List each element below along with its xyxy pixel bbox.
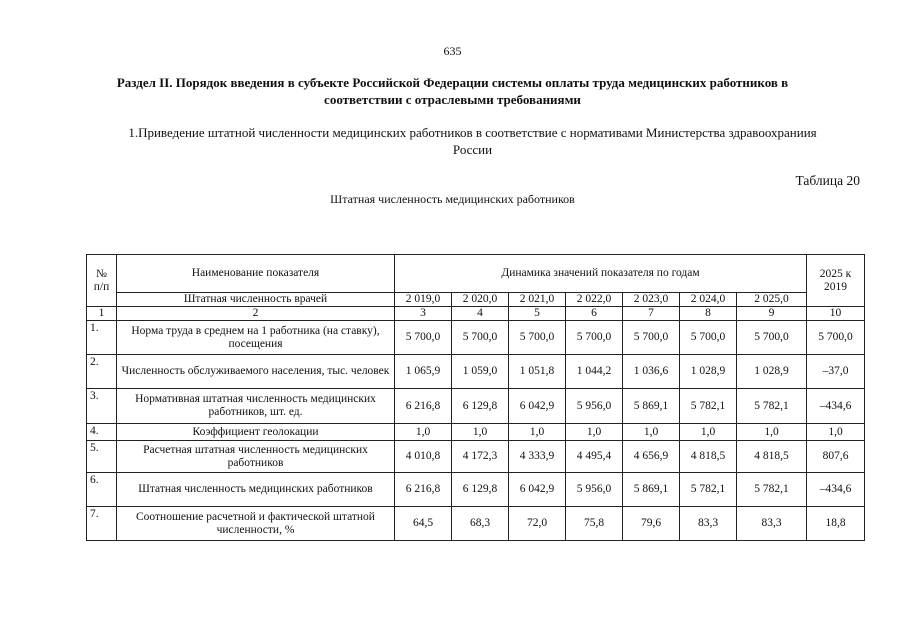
year-value: 1 028,9 [680, 355, 737, 389]
year-value: 5 700,0 [395, 321, 452, 355]
column-number: 2 [117, 307, 395, 321]
indicator-name: Штатная численность медицинских работников [117, 473, 395, 507]
table-row [87, 507, 865, 541]
page-number: 635 [443, 44, 462, 58]
year-cell: 2 022,0 [566, 293, 623, 307]
indicator-name: Нормативная штатная численность медицинских работников, шт. ед. [117, 389, 395, 424]
row-number: 1. [87, 321, 117, 355]
indicator-name: Соотношение расчетной и фактической штатной численности, % [117, 507, 395, 541]
table-row [87, 424, 865, 441]
year-value: 64,5 [395, 507, 452, 541]
year-value: 6 216,8 [395, 389, 452, 424]
row-number: 2. [87, 355, 117, 389]
indicator-name: Норма труда в среднем на 1 работника (на ставку), посещения [117, 321, 395, 355]
year-value: 5 782,1 [737, 473, 807, 507]
year-value: 1 044,2 [566, 355, 623, 389]
table-row [87, 321, 865, 355]
year-cell: 2 023,0 [623, 293, 680, 307]
comparison-value: –434,6 [807, 473, 865, 507]
row-number: 6. [87, 473, 117, 507]
header-name: Наименование показателя [117, 255, 395, 293]
year-value: 4 333,9 [509, 441, 566, 473]
header-num: № п/п [87, 255, 117, 307]
table-caption: Штатная численность медицинских работников [330, 192, 575, 206]
year-value: 5 869,1 [623, 389, 680, 424]
indicator-name: Коэффициент геолокации [117, 424, 395, 441]
year-value: 83,3 [737, 507, 807, 541]
year-value: 5 700,0 [566, 321, 623, 355]
column-number: 3 [395, 307, 452, 321]
row-number: 3. [87, 389, 117, 424]
year-value: 5 956,0 [566, 389, 623, 424]
column-number: 10 [807, 307, 865, 321]
year-value: 5 782,1 [737, 389, 807, 424]
subheader-row [87, 293, 865, 307]
column-number: 9 [737, 307, 807, 321]
year-value: 5 700,0 [623, 321, 680, 355]
year-value: 6 129,8 [452, 473, 509, 507]
staffing-table [86, 254, 865, 541]
year-value: 1,0 [680, 424, 737, 441]
year-value: 5 956,0 [566, 473, 623, 507]
year-value: 4 172,3 [452, 441, 509, 473]
year-value: 4 656,9 [623, 441, 680, 473]
header-dynamics: Динамика значений показателя по годам [395, 255, 807, 293]
year-value: 5 700,0 [680, 321, 737, 355]
comparison-value: –37,0 [807, 355, 865, 389]
year-value: 1,0 [566, 424, 623, 441]
subheader-name: Штатная численность врачей [117, 293, 395, 307]
year-cell: 2 020,0 [452, 293, 509, 307]
year-value: 79,6 [623, 507, 680, 541]
row-number: 7. [87, 507, 117, 541]
table-row [87, 441, 865, 473]
year-value: 5 700,0 [452, 321, 509, 355]
column-number: 1 [87, 307, 117, 321]
comparison-value: 18,8 [807, 507, 865, 541]
year-value: 72,0 [509, 507, 566, 541]
column-number: 6 [566, 307, 623, 321]
year-value: 1 051,8 [509, 355, 566, 389]
year-value: 5 782,1 [680, 473, 737, 507]
column-number: 7 [623, 307, 680, 321]
year-value: 1 065,9 [395, 355, 452, 389]
year-cell: 2 019,0 [395, 293, 452, 307]
indicator-name: Расчетная штатная численность медицинских работников [117, 441, 395, 473]
year-value: 83,3 [680, 507, 737, 541]
year-value: 1 028,9 [737, 355, 807, 389]
year-value: 68,3 [452, 507, 509, 541]
column-number-row [87, 307, 865, 321]
year-value: 1,0 [452, 424, 509, 441]
year-value: 1,0 [737, 424, 807, 441]
column-number: 5 [509, 307, 566, 321]
table-label: Таблица 20 [795, 173, 860, 188]
year-value: 5 700,0 [737, 321, 807, 355]
year-value: 5 782,1 [680, 389, 737, 424]
table-row [87, 355, 865, 389]
year-value: 6 216,8 [395, 473, 452, 507]
year-value: 4 818,5 [737, 441, 807, 473]
year-value: 4 495,4 [566, 441, 623, 473]
year-value: 6 129,8 [452, 389, 509, 424]
indicator-name: Численность обслуживаемого населения, тыс. человек [117, 355, 395, 389]
column-number: 4 [452, 307, 509, 321]
year-value: 5 869,1 [623, 473, 680, 507]
comparison-value: 5 700,0 [807, 321, 865, 355]
year-cell: 2 024,0 [680, 293, 737, 307]
year-value: 4 010,8 [395, 441, 452, 473]
table-row [87, 389, 865, 424]
comparison-value: 807,6 [807, 441, 865, 473]
year-value: 1,0 [509, 424, 566, 441]
year-value: 1,0 [395, 424, 452, 441]
subsection-title: 1.Приведение штатной численности медицинских работников в соответствие с нормативами Министерства здравоохраниия России [128, 125, 817, 157]
year-value: 1 059,0 [452, 355, 509, 389]
year-value: 1,0 [623, 424, 680, 441]
year-value: 75,8 [566, 507, 623, 541]
year-value: 6 042,9 [509, 389, 566, 424]
year-value: 4 818,5 [680, 441, 737, 473]
comparison-value: –434,6 [807, 389, 865, 424]
row-number: 4. [87, 424, 117, 441]
year-value: 1 036,6 [623, 355, 680, 389]
column-number: 8 [680, 307, 737, 321]
year-cell: 2 025,0 [737, 293, 807, 307]
section-title: Раздел II. Порядок введения в субъекте Российской Федерации системы оплаты труда медицинских работников в соответствии с отраслевыми требованиями [116, 75, 789, 107]
row-number: 5. [87, 441, 117, 473]
table-row [87, 473, 865, 507]
year-value: 6 042,9 [509, 473, 566, 507]
year-cell: 2 021,0 [509, 293, 566, 307]
header-row [87, 255, 865, 293]
header-comparison: 2025 к 2019 [807, 255, 865, 307]
year-value: 5 700,0 [509, 321, 566, 355]
comparison-value: 1,0 [807, 424, 865, 441]
